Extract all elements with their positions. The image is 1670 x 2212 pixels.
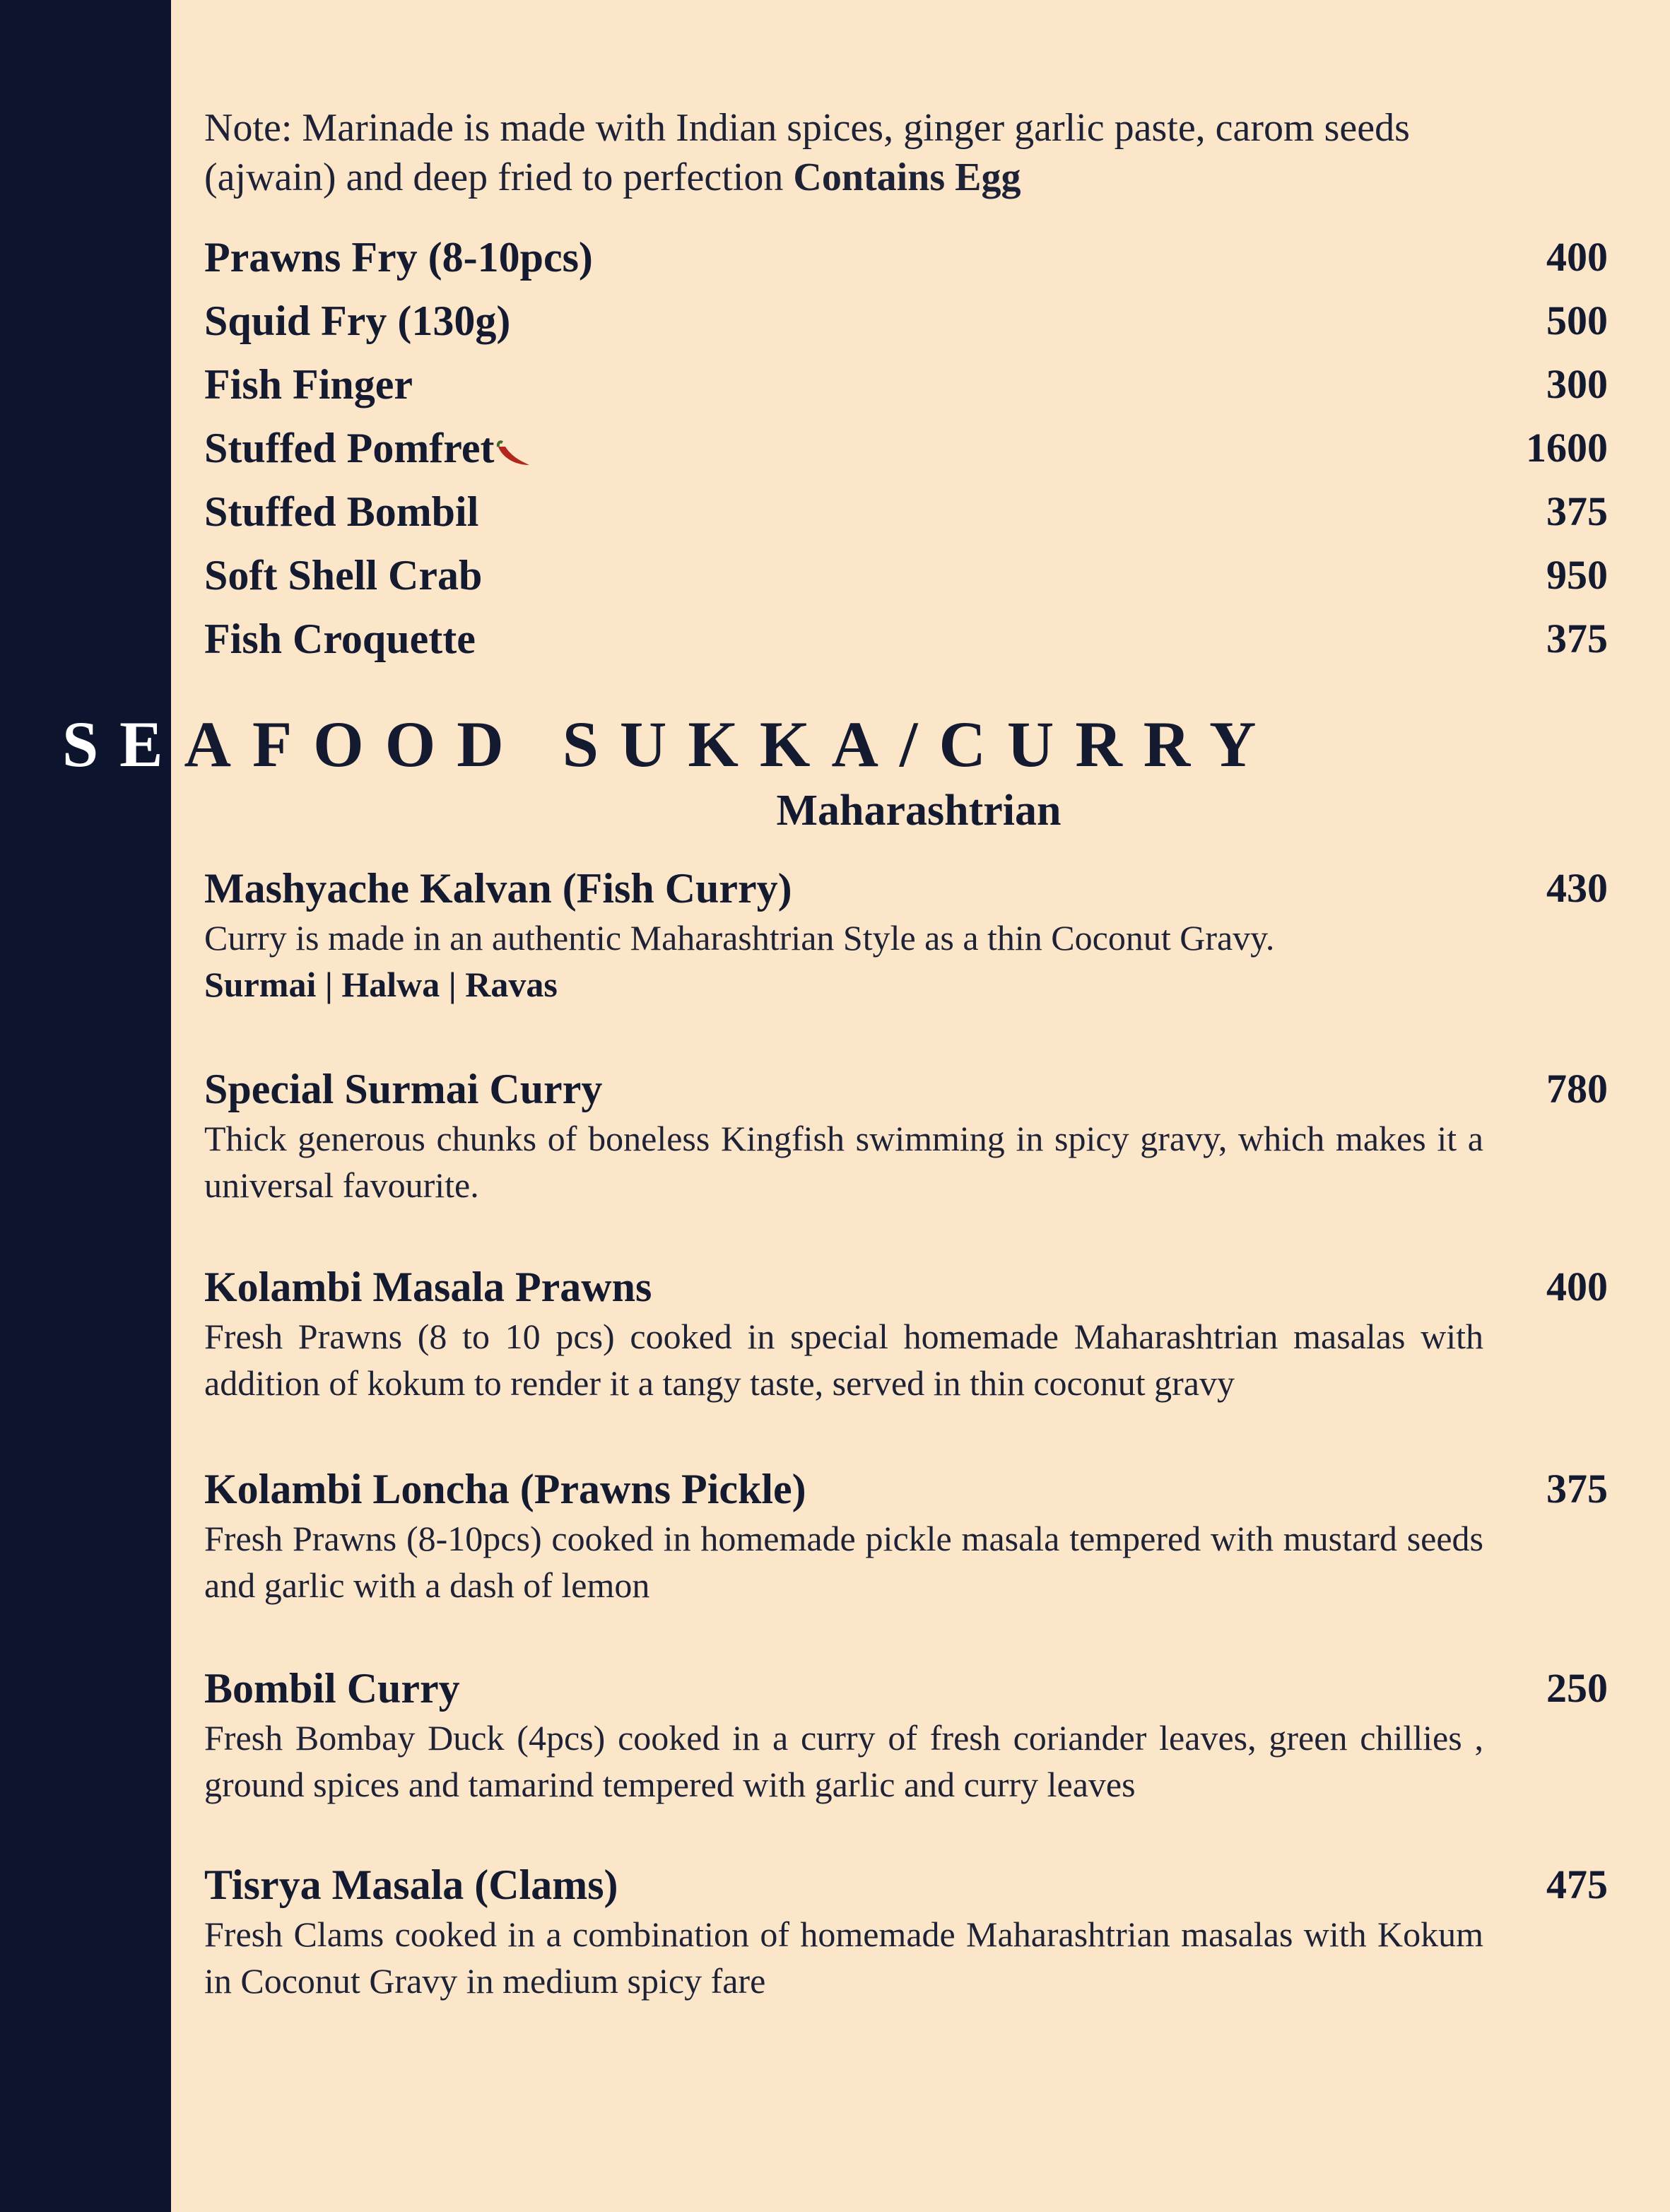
dish-price: 375 <box>1546 1466 1608 1512</box>
item-price: 1600 <box>1526 425 1608 471</box>
item-price: 500 <box>1546 298 1608 343</box>
menu-item-stuffed-bombil <box>204 488 1608 550</box>
item-name: Fish Finger <box>204 361 413 408</box>
item-name: Fish Croquette <box>204 616 476 662</box>
dish-kolambi-masala-prawns <box>204 1262 1608 1406</box>
dish-kolambi-loncha <box>204 1464 1608 1608</box>
menu-item-stuffed-pomfret <box>204 424 1608 486</box>
dish-mashyache-kalvan <box>204 864 1608 1008</box>
dish-special-surmai-curry <box>204 1064 1608 1208</box>
dish-price: 475 <box>1546 1861 1608 1907</box>
item-name: Stuffed Bombil <box>204 488 479 535</box>
menu-item-soft-shell-crab <box>204 551 1608 613</box>
item-price: 375 <box>1546 488 1608 534</box>
dish-description: Fresh Prawns (8 to 10 pcs) cooked in special homemade Maharashtrian masalas with addition of kokum to render it a tangy taste, served in thin coconut gravy <box>204 1317 1483 1403</box>
item-name-wrap <box>204 424 532 473</box>
dish-description: Fresh Clams cooked in a combination of homemade Maharashtrian masalas with Kokum in Coconut Gravy in medium spicy fare <box>204 1914 1483 2001</box>
dish-price: 780 <box>1546 1066 1608 1112</box>
dish-name: Tisrya Masala (Clams) <box>204 1861 618 1908</box>
dish-description: Thick generous chunks of boneless Kingfish swimming in spicy gravy, which makes it a universal favourite. <box>204 1119 1483 1205</box>
dish-price: 250 <box>1546 1665 1608 1711</box>
item-price: 950 <box>1546 552 1608 598</box>
note-text: Note: Marinade is made with Indian spices, ginger garlic paste, carom seeds (ajwain) and deep fried to perfection <box>204 106 1410 199</box>
menu-item-fish-croquette <box>204 615 1608 677</box>
menu-item-squid-fry <box>204 297 1608 359</box>
item-price: 400 <box>1546 234 1608 280</box>
section-title <box>62 707 1277 782</box>
dish-variants: Surmai | Halwa | Ravas <box>204 965 558 1004</box>
dish-price: 400 <box>1546 1264 1608 1310</box>
dish-name: Special Surmai Curry <box>204 1066 603 1112</box>
menu-item-fish-finger <box>204 360 1608 423</box>
item-price: 300 <box>1546 361 1608 407</box>
dish-bombil-curry <box>204 1664 1608 1808</box>
note-contains-egg: Contains Egg <box>793 155 1021 199</box>
section-subtitle: Maharashtrian <box>776 787 1062 835</box>
navy-sidebar-band <box>0 0 171 2212</box>
dish-description: Fresh Bombay Duck (4pcs) cooked in a curry of fresh coriander leaves, green chillies , ground spices and tamarind tempered with garlic and curry leaves <box>204 1718 1483 1804</box>
dish-name: Bombil Curry <box>204 1665 460 1712</box>
menu-item-prawns-fry <box>204 233 1608 295</box>
item-name: Prawns Fry (8-10pcs) <box>204 234 593 281</box>
dish-description: Curry is made in an authentic Maharashtrian Style as a thin Coconut Gravy. <box>204 918 1275 958</box>
item-name: Soft Shell Crab <box>204 552 483 599</box>
item-name: Stuffed Pomfret <box>204 425 495 471</box>
dish-name: Kolambi Masala Prawns <box>204 1264 652 1310</box>
item-price: 375 <box>1546 616 1608 661</box>
chili-pepper-icon <box>495 437 532 468</box>
dish-price: 430 <box>1546 865 1608 911</box>
marinade-note <box>204 103 1476 202</box>
dish-description: Fresh Prawns (8-10pcs) cooked in homemade pickle masala tempered with mustard seeds and garlic with a dash of lemon <box>204 1519 1483 1605</box>
dish-tisrya-masala <box>204 1860 1608 2004</box>
dish-name: Mashyache Kalvan (Fish Curry) <box>204 865 792 912</box>
dish-name: Kolambi Loncha (Prawns Pickle) <box>204 1466 806 1512</box>
section-title-part2: AFOOD SUKKA/CURRY <box>184 708 1278 780</box>
item-name: Squid Fry (130g) <box>204 298 511 344</box>
section-title-part1: SE <box>62 708 184 780</box>
